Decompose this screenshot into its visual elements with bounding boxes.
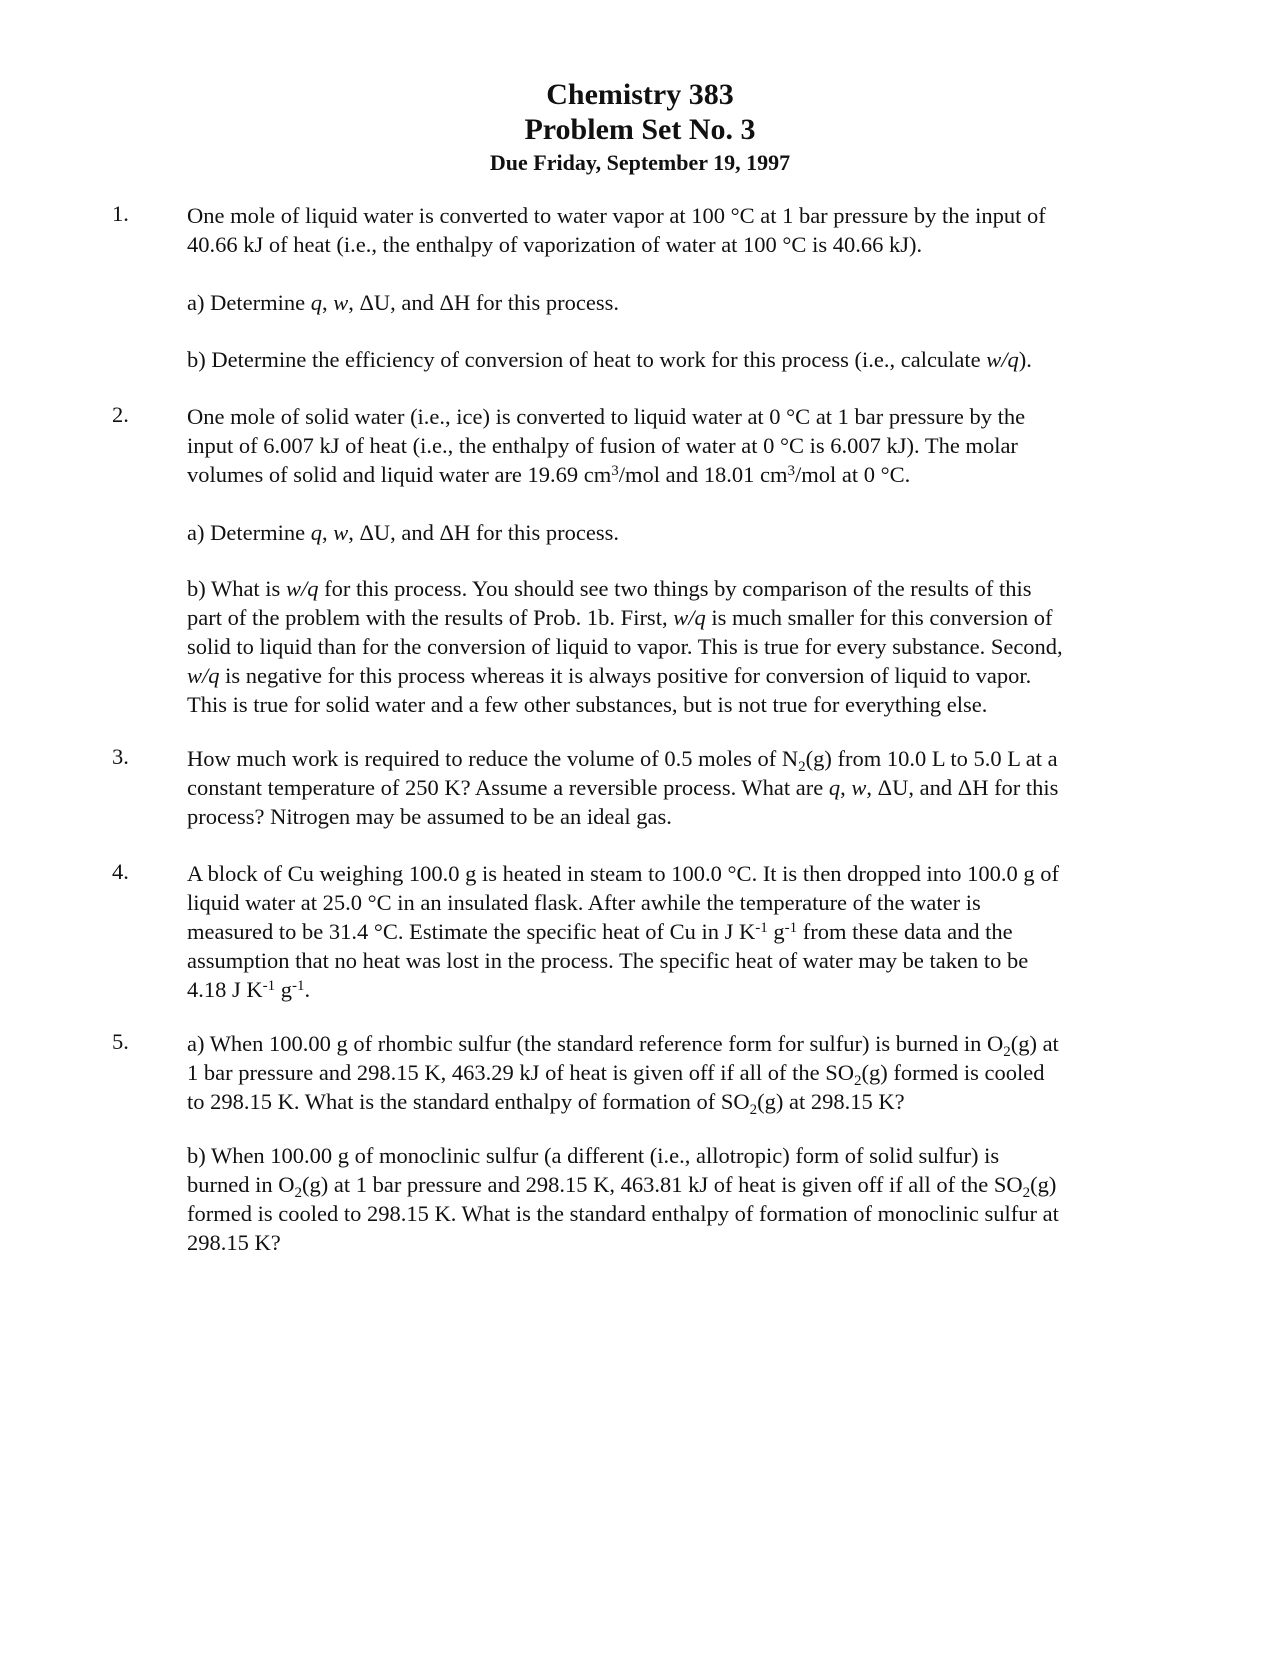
problem-5b: b) When 100.00 g of monoclinic sulfur (a different (i.e., allotropic) form of solid sulfur) is burned in $O_2(g)$ at 1 bar pressure and 298.15 K, 463.81 kJ of heat is given off if all of the $SO_2(g)$ formed is cooled to 298.15 K. What is the standard enthalpy of formation of monoclinic sulfur at 298.15 K? (187, 1143, 1059, 1255)
problem-2-text: One mole of solid water (i.e., ice) is converted to liquid water at 0 °C at 1 bar pressure by the input of 6.007 kJ of heat (i.e., the enthalpy of fusion of water at 0 °C is 6.007 kJ). The molar volumes of solid and liquid water are 19.69 $cm^3$/mol and 18.01 $cm^3$/mol at 0 °C. (187, 404, 1026, 487)
problem-3-number: 3. (112, 744, 129, 769)
due-date: Due Friday, September 19, 1997 (489, 150, 791, 175)
problem-4-number: 4. (112, 859, 129, 884)
problem-4-text: A block of Cu weighing 100.0 g is heated in steam to 100.0 °C. It is then dropped into 100.0 g of liquid water at 25.0 °C in an insulated flask. After awhile the temperature of the water is measured to be 31.4 °C. Estimate the specific heat of Cu in J $K^{-1}$ $g^{-1}$ from these data and the assumption that no heat was lost in the process. The specific heat of water may be taken to be 4.18 J $K^{-1}$ $g^{-1}$. (187, 861, 1060, 1002)
problem-1-number: 1. (112, 201, 129, 226)
problem-2-number: 2. (112, 402, 129, 427)
problem-2a: a) Determine q, w, ΔU, and ΔH for this process. (187, 520, 619, 545)
problem-5-number: 5. (112, 1029, 129, 1054)
course-title: Chemistry 383 (546, 78, 734, 111)
problem-1b: b) Determine the efficiency of conversion of heat to work for this process (i.e., calculate w/q). (187, 347, 1032, 372)
problem-1a: a) Determine q, w, ΔU, and ΔH for this process. (187, 290, 619, 315)
problem-2b: b) What is w/q for this process. You should see two things by comparison of the results of this part of the problem with the results of Prob. 1b. First, w/q is much smaller for this conversion of solid to liquid than for the conversion of liquid to vapor. This is true for every substance. Second, w/q is negative for this process whereas it is always positive for conversion of liquid to vapor. This is true for solid water and a few other substances, but is not true for everything else. (187, 576, 1063, 717)
problem-1-text: One mole of liquid water is converted to water vapor at 100 °C at 1 bar pressure by the input of 40.66 kJ of heat (i.e., the enthalpy of vaporization of water at 100 °C is 40.66 kJ). (187, 203, 1046, 257)
problem-3-text: How much work is required to reduce the volume of 0.5 moles of $N_2(g)$ from 10.0 L to 5.0 L at a constant temperature of 250 K? Assume a reversible process. What are q, w, ΔU, and ΔH for this process? Nitrogen may be assumed to be an ideal gas. (187, 746, 1059, 829)
problem-set-title: Problem Set No. 3 (524, 113, 756, 146)
problem-5a: a) When 100.00 g of rhombic sulfur (the standard reference form for sulfur) is burned in $O_2(g)$ at 1 bar pressure and 298.15 K, 463.29 kJ of heat is given off if all of the $SO_2(g)$ formed is cooled to 298.15 K. What is the standard enthalpy of formation of $SO_2(g)$ at 298.15 K? (187, 1031, 1059, 1118)
